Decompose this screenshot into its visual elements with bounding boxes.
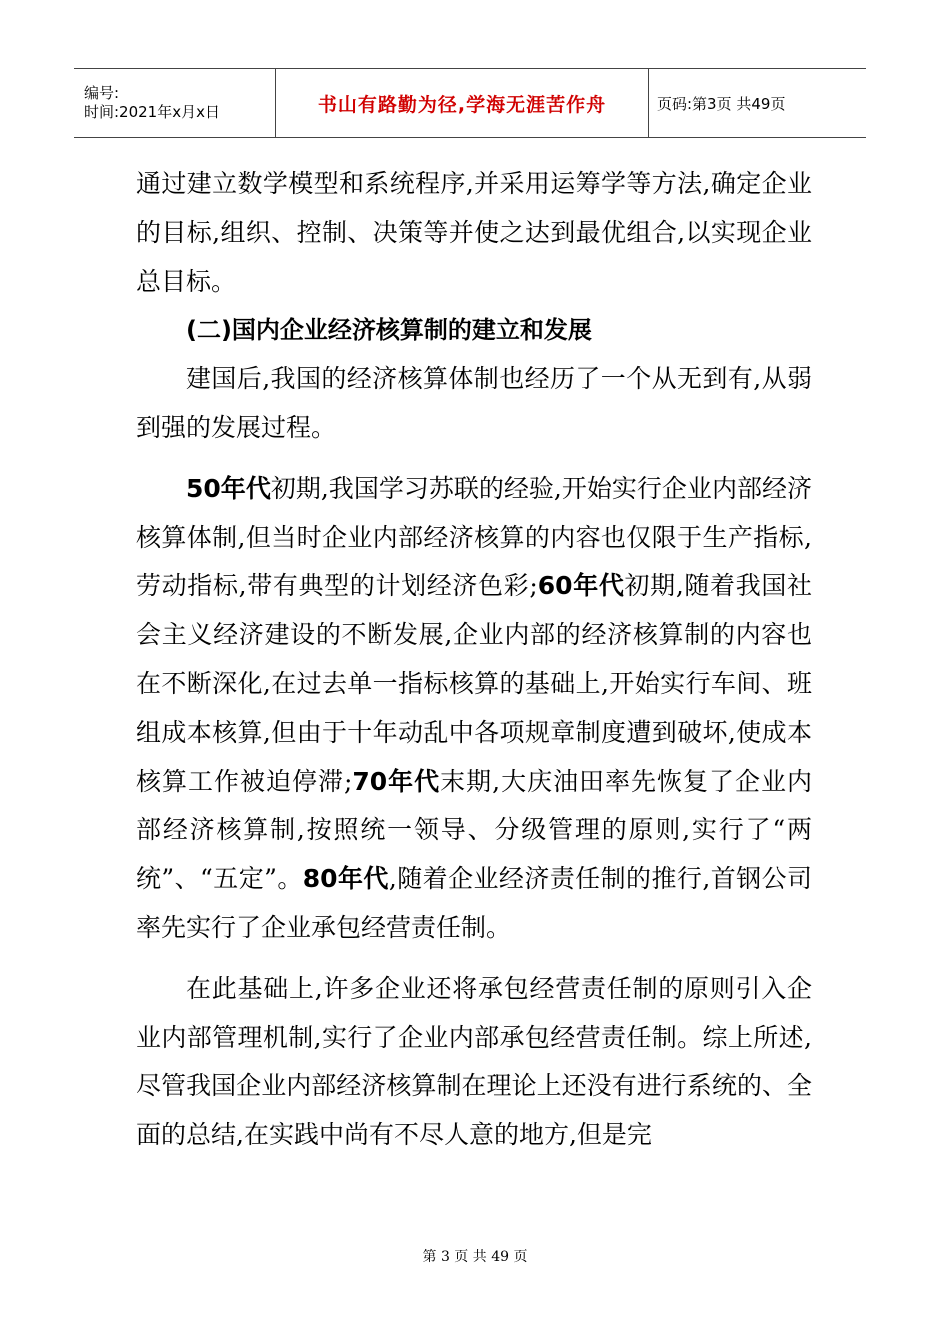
document-number-label: 编号: — [84, 84, 120, 102]
era-50s: 50年代 — [186, 473, 271, 503]
paragraph-1: 通过建立数学模型和系统程序,并采用运筹学等方法,确定企业的目标,组织、控制、决策等并使之达到最优组合,以实现企业总目标。 — [136, 169, 812, 296]
era-60s: 60年代 — [537, 571, 625, 601]
header-motto-cell — [276, 69, 649, 137]
page-footer: 第 3 页 共 49 页 — [422, 1249, 528, 1265]
header-motto: 书山有路勤为径,学海无涯苦作舟 — [317, 93, 607, 116]
document-body — [136, 160, 812, 1160]
paragraph-3-part-3: 末期,大庆油田率先恢复了企业内部经济核算制,按照统一领导、分级管理的原则,实行了“两统”、“五定”。 — [136, 766, 812, 894]
era-70s: 70年代 — [352, 766, 441, 796]
paragraph-4: 在此基础上,许多企业还将承包经营责任制的原则引入企业内部管理机制,实行了企业内部承包经营责任制。综上所述,尽管我国企业内部经济核算制在理论上还没有进行系统的、全面的总结,在实践中尚有不尽人意的地方,但是完 — [136, 973, 812, 1150]
paragraph-3-part-2: 初期,随着我国社会主义经济建设的不断发展,企业内部的经济核算制的内容也在不断深化,在过去单一指标核算的基础上,开始实行车间、班组成本核算,但由于十年动乱中各项规章制度遭到破坏,使成本核算工作被迫停滞; — [136, 571, 813, 796]
paragraph-3 — [136, 465, 812, 953]
spacer — [136, 953, 812, 965]
document-time-label: 时间:2021年x月x日 — [84, 103, 220, 121]
spacer — [136, 453, 812, 465]
header-right-cell — [649, 69, 866, 137]
header-left-cell — [74, 69, 276, 137]
page-header — [74, 68, 866, 138]
era-80s: 80年代 — [302, 864, 389, 894]
header-page-label: 页码:第3页 共49页 — [657, 94, 786, 113]
section-heading: (二)国内企业经济核算制的建立和发展 — [186, 316, 592, 345]
paragraph-2: 建国后,我国的经济核算体制也经历了一个从无到有,从弱到强的发展过程。 — [136, 364, 812, 442]
paragraph-3-part-1: 初期,我国学习苏联的经验,开始实行企业内部经济核算体制,但当时企业内部经济核算的内容也仅限于生产指标,劳动指标,带有典型的计划经济色彩; — [136, 473, 812, 601]
paragraph-3-part-4: ,随着企业经济责任制的推行,首钢公司率先实行了企业承包经营责任制。 — [136, 864, 812, 942]
